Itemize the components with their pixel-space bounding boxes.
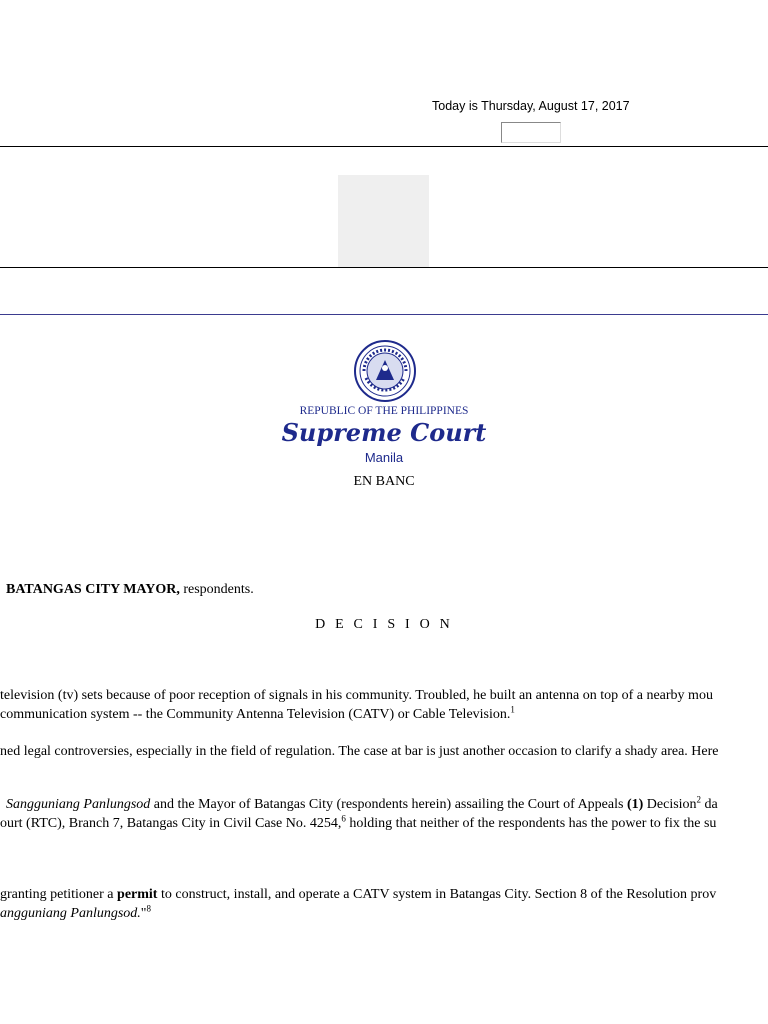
- p3-text-b: Decision: [643, 797, 697, 812]
- footnote-1-link[interactable]: 1: [510, 704, 515, 715]
- footnote-8-link[interactable]: 8: [146, 903, 151, 914]
- case-parties: [6, 582, 254, 598]
- p4-text-b: to construct, install, and operate a CATV system in Batangas City. Section 8 of the Resolution prov: [157, 887, 717, 902]
- decision-heading: D E C I S I O N: [315, 617, 453, 632]
- court-city: Manila: [364, 450, 404, 465]
- paragraph-3-line-2: [0, 813, 717, 832]
- p3-text-a: and the Mayor of Batangas City (respondents herein) assailing the Court of Appeals: [150, 797, 627, 812]
- search-input[interactable]: [501, 122, 561, 143]
- p4-quote: ": [140, 906, 147, 921]
- content-divider: [0, 314, 768, 315]
- banner-divider: [0, 267, 768, 268]
- paragraph-2-line-1: ned legal controversies, especially in the field of regulation. The case at bar is just another occasion to clarify a shady area. Here: [0, 744, 719, 759]
- banner-placeholder: [338, 175, 429, 267]
- paragraph-3-line-1: [6, 794, 718, 813]
- division-label: EN BANC: [353, 474, 415, 489]
- footnote-2-link[interactable]: 2: [696, 794, 702, 805]
- header-divider: [0, 146, 768, 147]
- p4-italic: angguniang Panlungsod.: [0, 906, 141, 921]
- p3-text-c: da: [701, 797, 718, 812]
- paragraph-1-line-1: television (tv) sets because of poor reception of signals in his community. Troubled, he built an antenna on top of a nearby mou: [0, 688, 713, 703]
- paragraph-1-line-2: [0, 704, 515, 723]
- p3-enum-1: (1): [626, 797, 644, 812]
- footnote-6-link[interactable]: 6: [341, 813, 346, 824]
- paragraph-4-line-1: [0, 887, 716, 903]
- republic-heading: REPUBLIC OF THE PHILIPPINES: [299, 405, 469, 417]
- p3-text-e: holding that neither of the respondents has the power to fix the su: [345, 816, 717, 831]
- sangguniang-text: Sangguniang Panlungsod: [6, 797, 151, 812]
- supreme-court-seal-icon: [354, 340, 416, 402]
- respondent-role: respondents.: [179, 582, 254, 597]
- permit-text: permit: [117, 887, 158, 902]
- court-name: Supreme Court: [281, 418, 487, 447]
- current-date: Today is Thursday, August 17, 2017: [432, 99, 630, 113]
- p4-text-a: granting petitioner a: [0, 887, 118, 902]
- paragraph-1-text: communication system -- the Community Antenna Television (CATV) or Cable Television.: [0, 707, 511, 722]
- p3-text-d: ourt (RTC), Branch 7, Batangas City in Civil Case No. 4254,: [0, 816, 342, 831]
- respondent-name: BATANGAS CITY MAYOR,: [6, 582, 180, 597]
- paragraph-4-line-2: [0, 903, 151, 922]
